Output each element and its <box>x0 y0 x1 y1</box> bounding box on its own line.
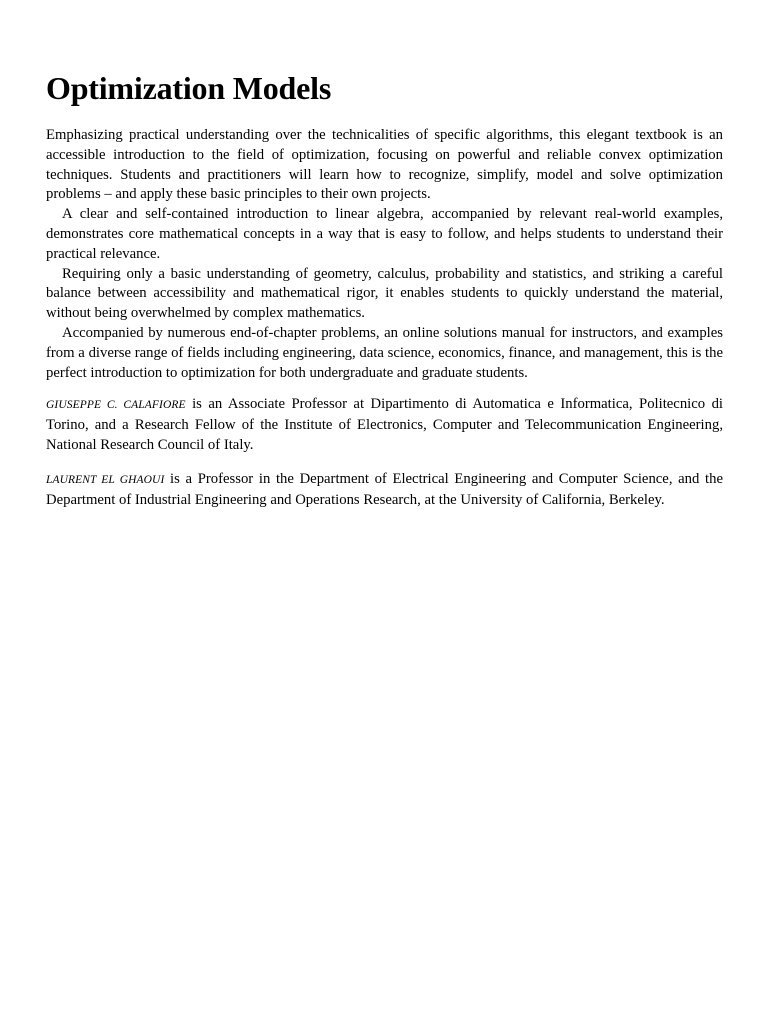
author-name: LAURENT EL GHAOUI <box>46 473 165 486</box>
book-description <box>46 126 723 383</box>
author-bio-text: is an Associate Professor at Dipartimento di Automatica e Informatica, Politecnico di Torino, and a Research Fellow of the Institute of Electronics, Computer and Telecommunication Engineering, National Research Council of Italy. <box>46 396 724 453</box>
author-name: GIUSEPPE C. CALAFIORE <box>46 399 186 412</box>
description-paragraph: Accompanied by numerous end-of-chapter problems, an online solutions manual for instructors, and examples from a diverse range of fields including engineering, data science, economics, finance, and management, this is the perfect introduction to optimization for both undergraduate and graduate students. <box>46 324 723 381</box>
author-bio-text: is a Professor in the Department of Electrical Engineering and Computer Science, and the Department of Industrial Engineering and Operations Research, at the University of California, Berkeley. <box>46 470 723 508</box>
author-bio-el-ghaoui <box>46 470 723 511</box>
description-paragraph: Requiring only a basic understanding of geometry, calculus, probability and statistics, and striking a careful balance between accessibility and mathematical rigor, it enables students to quickly understand the material, without being overwhelmed by complex mathematics. <box>46 265 723 322</box>
book-title: Optimization Models <box>46 70 332 106</box>
author-bio-calafiore <box>46 395 723 455</box>
description-paragraph: Emphasizing practical understanding over the technicalities of specific algorithms, this elegant textbook is an accessible introduction to the field of optimization, focusing on powerful and reliable convex optimization techniques. Students and practitioners will learn how to recognize, simplify, model and solve optimization problems – and apply these basic principles to their own projects. <box>46 127 723 203</box>
description-paragraph: A clear and self-contained introduction to linear algebra, accompanied by relevant real-world examples, demonstrates core mathematical concepts in a way that is easy to follow, and helps students to understand their practical relevance. <box>46 206 723 262</box>
back-cover-text <box>46 68 723 510</box>
